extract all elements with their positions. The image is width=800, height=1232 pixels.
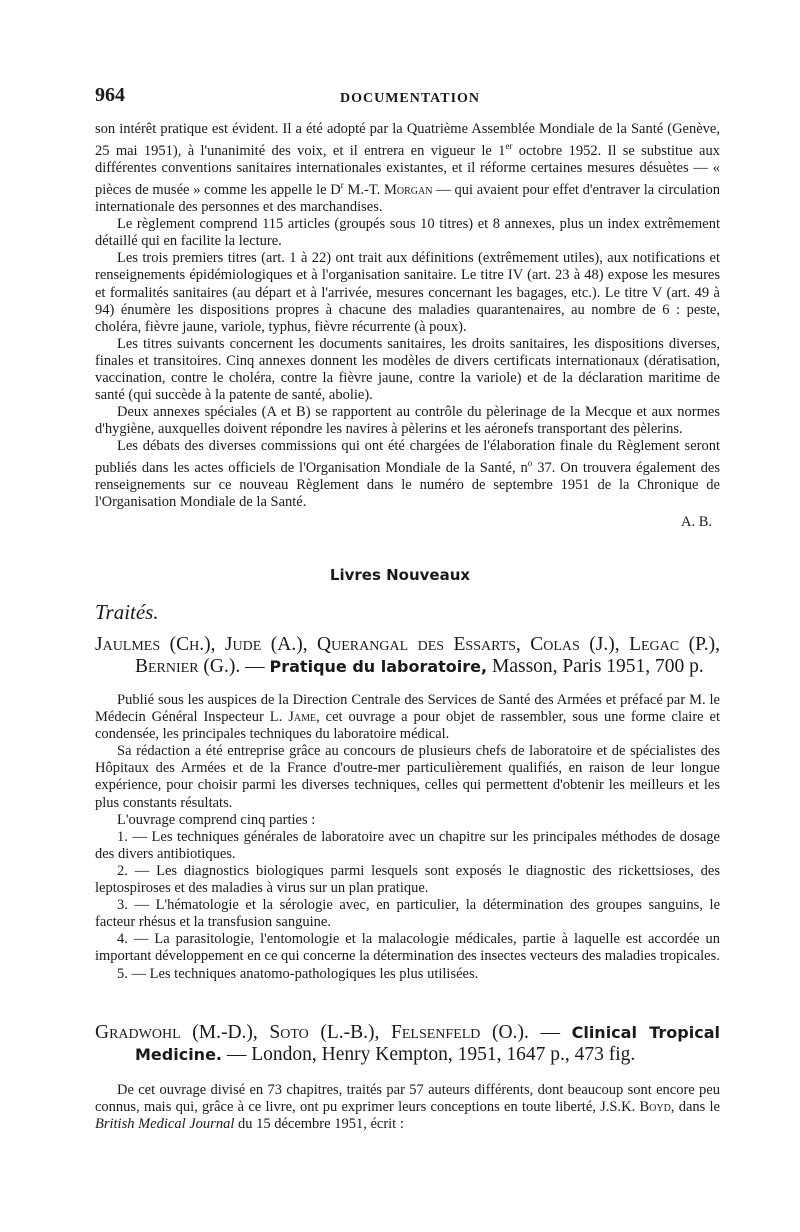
- subheading: Traités.: [95, 600, 159, 624]
- book-entry-1: [95, 634, 720, 983]
- list-item: 2. — Les diagnostics biologiques parmi lesquels sont exposés le diagnostic des rickettsioses, des leptospiroses et des maladies à virus sur un plan pratique.: [95, 862, 720, 897]
- book-citation-1: [95, 634, 720, 678]
- book-title: Clinical Tropical Medicine.: [135, 1023, 720, 1064]
- book-entry-2: [95, 1022, 720, 1133]
- book-publisher: — London, Henry Kempton, 1951, 1647 p., 473 fig.: [222, 1044, 636, 1065]
- intro-text: [95, 121, 720, 531]
- intro-paragraph-6: Les débats des diverses commissions qui ont été chargées de l'élaboration finale du Règlement seront publiés dans les actes officiels de l'Organisation Mondiale de la Santé, $n^o$ 37. On trouvera également des renseignements sur ce nouveau Règlement dans le numéro de septembre 1951 de la Chronique de l'Organisation Mondiale de la Santé.: [95, 438, 721, 511]
- intro-paragraph-4: Les titres suivants concernent les documents sanitaires, les droits sanitaires, les dispositions diverses, finales et transitoires. Cinq annexes donnent les modèles de divers certificats internationaux (dératisation, vaccination, contre le choléra, contre la fièvre jaune, contre la variole) et de la déclaration maritime de santé (qui succède à la patente de santé, abolie).: [95, 335, 720, 404]
- running-title: DOCUMENTATION: [340, 91, 481, 106]
- intro-paragraph-1: son intérêt pratique est évident. Il a été adopté par la Quatrième Assemblée Mondiale de la Santé (Genève, 25 mai 1951), à l'unanimité des voix, et il entrera en vigueur le 1er octobre 1952. Il se substitue aux différentes conventions sanitaires internationales existantes, et il réforme certaines mesures désuètes — « pièces de musée » comme les appelle le $D^r$ M.-T. Morgan — qui avaient pour effet d'entraver la circulation internationale des personnes et des marchandises.: [95, 121, 720, 216]
- review-paragraph: Sa rédaction a été entreprise grâce au concours de plusieurs chefs de laboratoire et de spécialistes des Hôpitaux des Armées et de la France d'outre-mer particulièrement qualifiés, en raison de leur longue expérience, pour choisir parmi les diverses techniques, celles qui permettent d'obtenir les meilleurs et les plus constants résultats.: [95, 743, 720, 811]
- intro-paragraph-5: Deux annexes spéciales (A et B) se rapportent au contrôle du pèlerinage de la Mecque et aux normes d'hygiène, auxquelles doivent répondre les navires à pèlerins et les aéronefs transportant des pèlerins.: [95, 404, 720, 438]
- list-item: 5. — Les techniques anatomo-pathologiques les plus utilisées.: [117, 965, 479, 982]
- book-review-1: [95, 692, 720, 983]
- book-citation-2: [95, 1022, 720, 1066]
- book-publisher: Masson, Paris 1951, 700 p.: [487, 656, 704, 677]
- list-item: 1. — Les techniques générales de laboratoire avec un chapitre sur les principales méthodes de dosage des divers antibiotiques.: [95, 828, 720, 862]
- review-paragraph: L'ouvrage comprend cinq parties :: [117, 811, 316, 828]
- page-number: 964: [95, 84, 125, 106]
- book-review-2: [95, 1082, 720, 1133]
- list-item: 3. — L'hématologie et la sérologie avec, en particulier, la détermination des groupes sanguins, le facteur rhésus et la transfusion sanguine.: [95, 897, 720, 931]
- book-title: Pratique du laboratoire,: [269, 657, 488, 676]
- review-paragraph: De cet ouvrage divisé en 73 chapitres, traités par 57 auteurs différents, dont beaucoup sont encore peu connus, mais qui, grâce à ce livre, ont pu exprimer leurs conceptions en toute liberté, J.S.K. Boyd, dans le British Medical Journal du 15 décembre 1951, écrit :: [95, 1082, 720, 1133]
- intro-paragraph-3: Les trois premiers titres (art. 1 à 22) ont trait aux définitions (extrêmement utiles), aux notifications et renseignements épidémiologiques et à l'organisation sanitaire. Le titre IV (art. 23 à 48) expose les mesures et formalités sanitaires (au départ et à l'arrivée, mesures concernant les bagages, etc.). Le titre V (art. 49 à 94) énumère les dispositions propres à chacune des maladies quarantenaires, au nombre de 6 : peste, choléra, fièvre jaune, variole, typhus, fièvre récurrente (à poux).: [95, 250, 720, 335]
- person-name: Morgan: [384, 181, 433, 198]
- review-paragraph: Publié sous les auspices de la Direction Centrale des Services de Santé des Armées et préfacé par M. le Médecin Général Inspecteur L. Jame, cet ouvrage a pour objet de rassembler, sous une forme claire et condensée, les principales techniques du laboratoire médical.: [95, 692, 720, 743]
- intro-paragraph-2: Le règlement comprend 115 articles (groupés sous 10 titres) et 8 annexes, plus un index extrêmement détaillé qui en facilite la lecture.: [95, 216, 720, 250]
- book-authors: Jaulmes (Ch.), Jude (A.), Querangal des Essarts, Colas (J.), Legac (P.), Bernier (G.). —: [95, 634, 720, 677]
- book-authors: Gradwohl (M.-D.), Soto (L.-B.), Felsenfeld (O.). —: [95, 1022, 572, 1043]
- list-item: 4. — La parasitologie, l'entomologie et la malacologie médicales, partie à laquelle est accordée un important développement en ce qui concerne la détermination des insectes vecteurs des maladies tropicales.: [95, 931, 720, 965]
- section-title: Livres Nouveaux: [329, 566, 471, 584]
- signature: A. B.: [680, 513, 712, 530]
